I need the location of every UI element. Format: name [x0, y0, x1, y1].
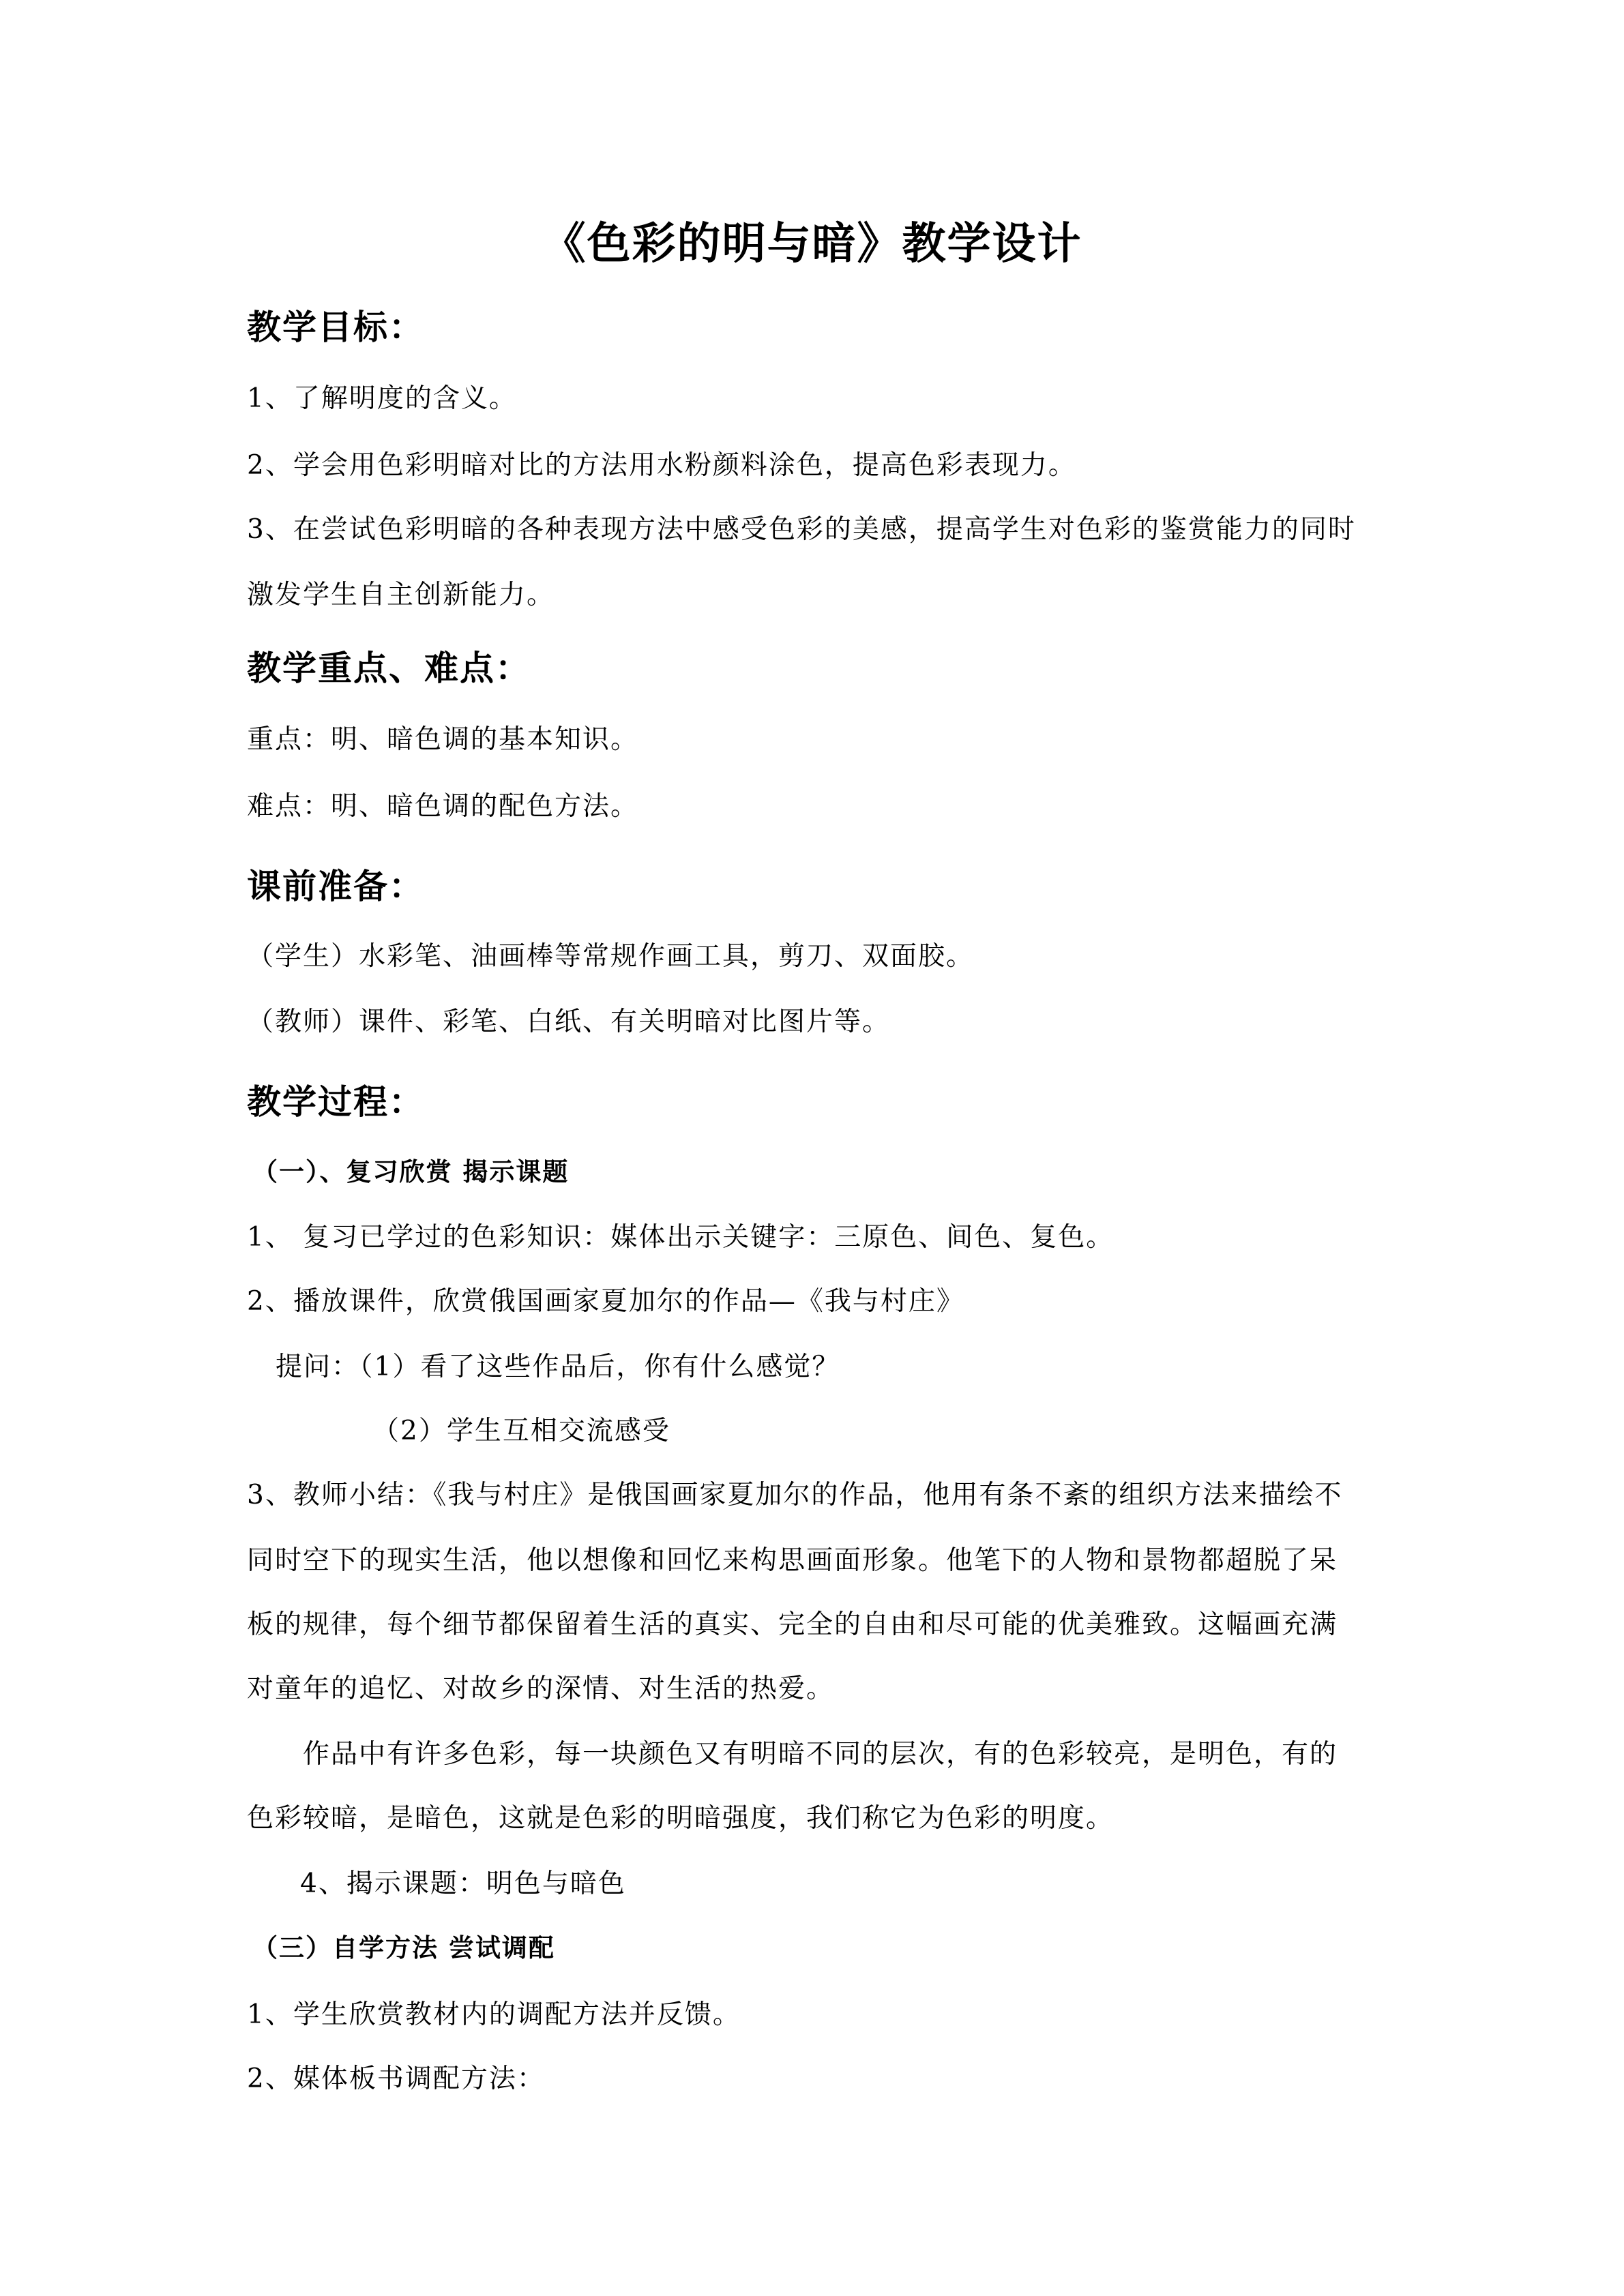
heading-preparation: 课前准备： — [247, 867, 424, 906]
heading-process: 教学过程： — [247, 1082, 424, 1122]
process-reveal-topic: 4、揭示课题：明色与暗色 — [300, 1868, 626, 1899]
process-part3-line-2: 2、媒体板书调配方法： — [247, 2063, 545, 2094]
objective-line-1: 1、了解明度的含义。 — [247, 383, 517, 414]
objective-line-2: 2、学会用色彩明暗对比的方法用水粉颜料涂色，提高色彩表现力。 — [247, 450, 1076, 481]
process-line-1: 1、 复习已学过的色彩知识：媒体出示关键字：三原色、间色、复色。 — [247, 1222, 1114, 1253]
process-question-2: （2）学生互相交流感受 — [372, 1416, 670, 1446]
process-color-line-1: 作品中有许多色彩，每一块颜色又有明暗不同的层次，有的色彩较亮，是明色，有的 — [303, 1739, 1338, 1770]
process-question-1: 提问：（1）看了这些作品后，你有什么感觉？ — [276, 1352, 840, 1382]
objective-line-4: 激发学生自主创新能力。 — [247, 580, 555, 610]
preparation-students: （学生）水彩笔、油画棒等常规作画工具，剪刀、双面胶。 — [247, 941, 975, 972]
key-point-line: 重点：明、暗色调的基本知识。 — [247, 724, 639, 755]
process-summary-line-3: 板的规律，每个细节都保留着生活的真实、完全的自由和尽可能的优美雅致。这幅画充满 — [247, 1609, 1338, 1640]
objective-line-3: 3、在尝试色彩明暗的各种表现方法中感受色彩的美感，提高学生对色彩的鉴赏能力的同时 — [247, 514, 1356, 545]
process-summary-line-2: 同时空下的现实生活，他以想像和回忆来构思画面形象。他笔下的人物和景物都超脱了呆 — [247, 1545, 1338, 1576]
document-title: 《色彩的明与暗》教学设计 — [542, 219, 1082, 269]
heading-objectives: 教学目标： — [247, 308, 424, 347]
difficult-point-line: 难点：明、暗色调的配色方法。 — [247, 791, 639, 822]
preparation-teacher: （教师）课件、彩笔、白纸、有关明暗对比图片等。 — [247, 1007, 891, 1037]
process-part3-heading: （三）自学方法 尝试调配 — [252, 1933, 555, 1963]
process-summary-line-1: 3、教师小结：《我与村庄》是俄国画家夏加尔的作品，他用有条不紊的组织方法来描绘不 — [247, 1480, 1343, 1510]
process-part1-heading: （一）、复习欣赏 揭示课题 — [252, 1157, 570, 1187]
process-summary-line-4: 对童年的追忆、对故乡的深情、对生活的热爱。 — [247, 1673, 835, 1704]
process-line-2: 2、播放课件，欣赏俄国画家夏加尔的作品—《我与村庄》 — [247, 1286, 964, 1317]
process-color-line-2: 色彩较暗，是暗色，这就是色彩的明暗强度，我们称它为色彩的明度。 — [247, 1803, 1114, 1834]
process-part3-line-1: 1、学生欣赏教材内的调配方法并反馈。 — [247, 1999, 741, 2030]
heading-key-points: 教学重点、难点： — [247, 648, 531, 688]
